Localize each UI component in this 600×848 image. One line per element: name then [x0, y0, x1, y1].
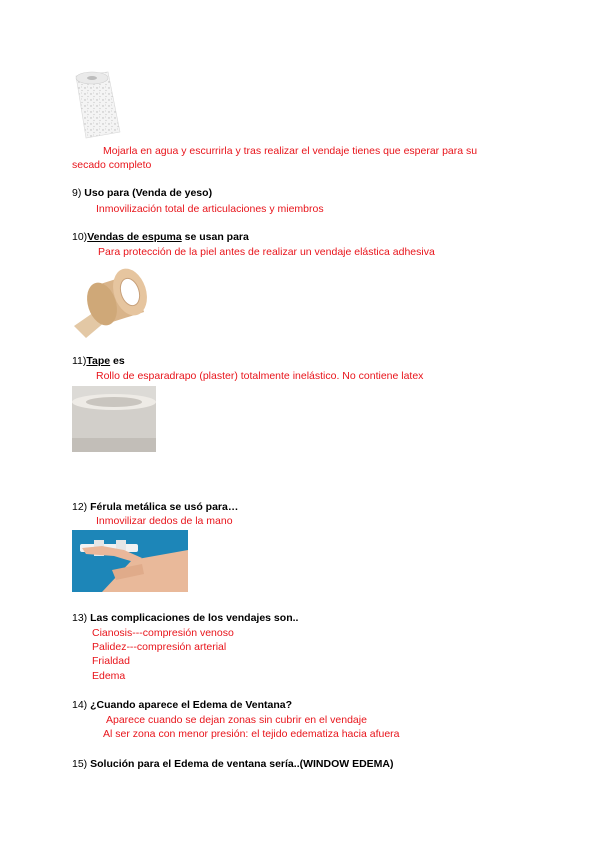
tape-roll-image: [72, 386, 156, 452]
question-12-text: Férula metálica se usó para…: [90, 501, 239, 513]
answer-13-item: Edema: [92, 670, 126, 682]
question-13-number: 13): [72, 612, 88, 624]
answer-13-item: Palidez---compresión arterial: [92, 641, 227, 653]
question-14-text: ¿Cuando aparece el Edema de Ventana?: [90, 699, 293, 711]
plaster-bandage-roll-image: [72, 68, 124, 142]
question-11-term: Tape: [86, 355, 111, 367]
question-10-term: Vendas de espuma: [87, 231, 182, 243]
answer-14-line1: Aparece cuando se dejan zonas sin cubrir en el vendaje: [106, 714, 367, 726]
question-9-text: Uso para (Venda de yeso): [84, 187, 213, 199]
question-10-number: 10): [72, 231, 88, 243]
question-15-number: 15): [72, 758, 88, 770]
answer-12: Inmovilizar dedos de la mano: [96, 515, 233, 527]
answer-13-item: Frialdad: [92, 655, 130, 667]
question-12: [72, 501, 238, 513]
question-14-number: 14): [72, 699, 88, 711]
question-15-text: Solución para el Edema de ventana sería..(WINDOW EDEMA): [90, 758, 394, 770]
question-9-number: 9): [72, 187, 82, 199]
answer-11: Rollo de esparadrapo (plaster) totalmente inelástico. No contiene latex: [96, 370, 424, 382]
question-13: [72, 612, 298, 624]
question-13-text: Las complicaciones de los vendajes son..: [90, 612, 299, 624]
question-11-number: 11): [72, 355, 87, 367]
question-10-rest: se usan para: [181, 231, 249, 243]
finger-splint-image: [72, 530, 188, 592]
question-9: [72, 187, 212, 199]
question-14: [72, 699, 292, 711]
top-answer-line2: secado completo: [72, 159, 152, 171]
top-answer-line1: Mojarla en agua y escurrirla y tras realizar el vendaje tienes que esperar para su: [103, 145, 478, 157]
question-12-number: 12): [72, 501, 88, 513]
question-10: [72, 231, 249, 243]
question-15: [72, 758, 394, 770]
answer-14-line2: Al ser zona con menor presión: el tejido edematiza hacia afuera: [103, 728, 400, 740]
question-11-rest: es: [110, 355, 125, 367]
foam-bandage-roll-image: [72, 264, 152, 340]
answer-13-item: Cianosis---compresión venoso: [92, 627, 234, 639]
answer-10: Para protección de la piel antes de realizar un vendaje elástica adhesiva: [98, 246, 435, 258]
question-11: [72, 355, 125, 367]
answer-9: Inmovilización total de articulaciones y miembros: [96, 203, 324, 215]
